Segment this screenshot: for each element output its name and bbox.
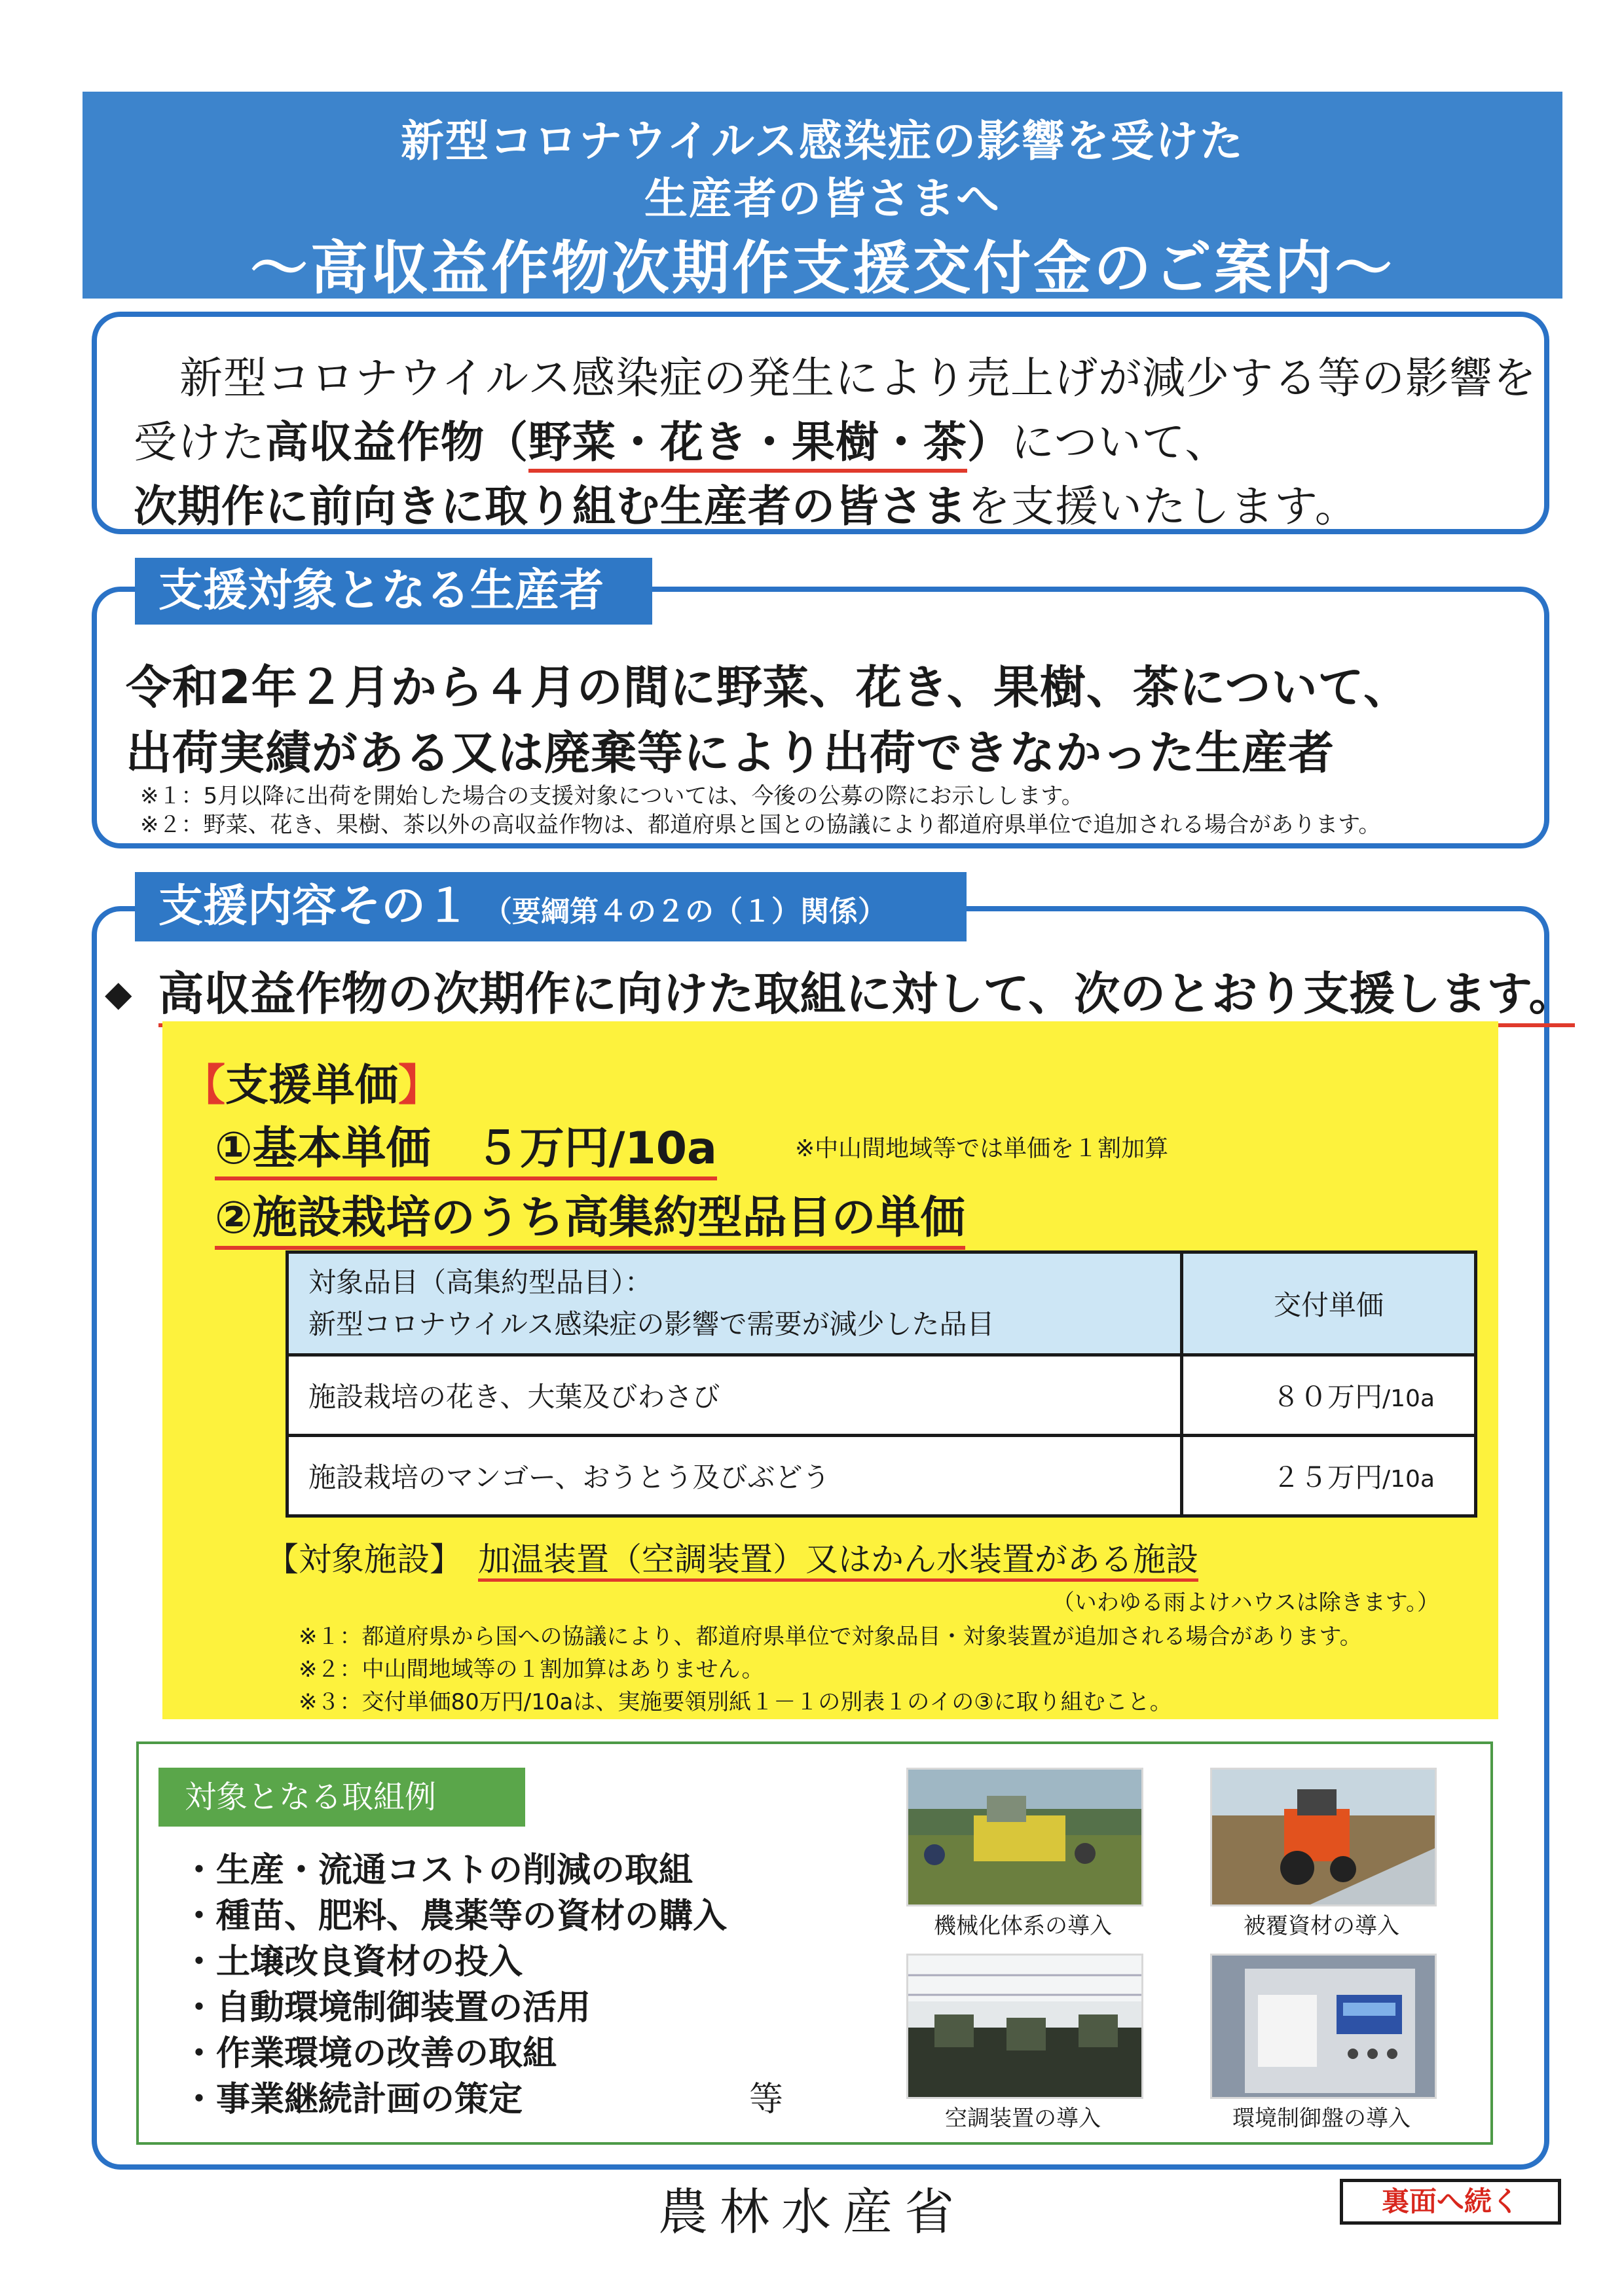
- section-heading-support: [135, 872, 967, 941]
- eligibility-note-2: ※２：野菜、花き、果樹、茶以外の高収益作物は、都道府県と国との協議により都道府県単位で追加される場合があります。: [140, 812, 1381, 838]
- table-row: [287, 1436, 1476, 1516]
- intro-crop-types: 野菜・花き・果樹・茶: [528, 417, 967, 473]
- target-facility-value: 加温装置（空調装置）又はかん水装置がある施設: [478, 1540, 1198, 1582]
- machinery-photo: [906, 1768, 1143, 1906]
- target-facility: [266, 1533, 1198, 1580]
- photo-caption: 機械化体系の導入: [934, 1913, 1112, 1939]
- bracket-open: 【: [182, 1060, 225, 1110]
- target-producers-box: [92, 587, 1549, 848]
- facility-note-1: ※１：都道府県から国への協議により、都道府県単位で対象品目・対象装置が追加される場合があります。: [299, 1624, 1362, 1650]
- list-item: ・土壌改良資材の投入: [182, 1942, 523, 1982]
- intro-text: について、: [1011, 417, 1229, 467]
- facility-price-heading: ②施設栽培のうち高集約型品目の単価: [215, 1182, 965, 1250]
- control-panel-photo: [1210, 1954, 1437, 2099]
- photo-caption: 環境制御盤の導入: [1232, 2105, 1411, 2132]
- table-cell-item: 施設栽培のマンゴー、おうとう及びぶどう: [287, 1436, 1182, 1516]
- page-title: ～高収益作物次期作支援交付金のご案内～: [249, 234, 1395, 302]
- intro-line-2: [134, 407, 1228, 469]
- continue-on-back-label: 裏面へ続く: [1340, 2179, 1561, 2225]
- intro-text: 受けた: [134, 417, 265, 467]
- section-heading-target: 支援対象となる生産者: [135, 558, 652, 625]
- header-line-1: 新型コロナウイルス感染症の影響を受けた: [400, 116, 1245, 166]
- ministry-name: 農林水産省: [658, 2183, 966, 2241]
- list-item: ・作業環境の改善の取組: [182, 2034, 557, 2073]
- support-heading-sub: （要綱第４の２の（１）関係）: [483, 895, 887, 928]
- list-item: ・自動環境制御装置の活用: [182, 1988, 591, 2028]
- intro-crops: 高収益作物（: [265, 417, 528, 467]
- target-facility-label: 【対象施設】: [266, 1540, 462, 1578]
- table-cell-price: [1182, 1436, 1476, 1516]
- examples-heading: 対象となる取組例: [158, 1768, 525, 1827]
- facility-note-3: ※３：交付単価80万円/10aは、実施要領別紙１－１の別表１のイの③に取り組むこと。: [299, 1689, 1172, 1715]
- intro-line-1: 新型コロナウイルス感染症の発生により売上げが減少する等の影響を: [179, 353, 1538, 403]
- bracket-close: 】: [398, 1060, 441, 1110]
- unit-price-heading: [182, 1050, 441, 1112]
- diamond-icon: ◆: [105, 973, 132, 1014]
- header-banner: [83, 92, 1562, 302]
- table-header-price: 交付単価: [1182, 1252, 1476, 1355]
- unit-price-heading-text: 支援単価: [225, 1060, 398, 1110]
- list-item: ・事業継続計画の策定: [182, 2080, 523, 2119]
- basic-price-note: ※中山間地域等では単価を１割加算: [795, 1135, 1169, 1162]
- support-lead: [105, 957, 1575, 1023]
- intro-target: 次期作に前向きに取り組む生産者の皆さま: [134, 481, 967, 532]
- facility-note-2: ※２：中山間地域等の１割加算はありません。: [299, 1656, 764, 1683]
- list-item: ・生産・流通コストの削減の取組: [182, 1851, 693, 1890]
- tractor-photo: [1210, 1768, 1437, 1906]
- price-value: ２５万円: [1272, 1461, 1382, 1493]
- eligibility-line-1: 令和2年２月から４月の間に野菜、花き、果樹、茶について、: [126, 661, 1411, 714]
- price-table: [286, 1250, 1477, 1518]
- eligibility-note-1: ※１：5月以降に出荷を開始した場合の支援対象については、今後の公募の際にお示しします。: [140, 783, 1084, 809]
- target-facility-note: （いわゆる雨よけハウスは除きます。）: [1052, 1590, 1439, 1616]
- table-header-line-2: 新型コロナウイルス感染症の影響で需要が減少した品目: [308, 1308, 995, 1340]
- photo-caption: 空調装置の導入: [945, 2105, 1101, 2132]
- price-value: ８０万円: [1272, 1381, 1382, 1413]
- intro-line-3: [134, 471, 1359, 534]
- price-unit: /10a: [1382, 1466, 1435, 1493]
- support-lead-text: 高収益作物の次期作に向けた取組に対して、次のとおり支援します。: [158, 967, 1575, 1027]
- intro-text: を支援いたします。: [967, 481, 1359, 532]
- photo-caption: 被覆資材の導入: [1244, 1913, 1399, 1939]
- basic-unit-price: ①基本単価 ５万円/10a: [215, 1113, 717, 1180]
- table-header-line-1: 対象品目（高集約型品目）：: [308, 1266, 653, 1298]
- table-cell-price: [1182, 1355, 1476, 1436]
- examples-panel: [136, 1741, 1493, 2145]
- table-row: [287, 1355, 1476, 1436]
- table-header-item: [287, 1252, 1182, 1355]
- table-header-row: [287, 1252, 1476, 1355]
- unit-price-panel: [162, 1021, 1498, 1719]
- table-cell-item: 施設栽培の花き、大葉及びわさび: [287, 1355, 1182, 1436]
- intro-box: [92, 312, 1549, 534]
- header-line-2: 生産者の皆さまへ: [644, 173, 1001, 224]
- price-unit: /10a: [1382, 1385, 1435, 1412]
- intro-paren: ）: [967, 417, 1011, 467]
- greenhouse-photo: [906, 1954, 1143, 2099]
- support-heading-text: 支援内容その１: [158, 881, 471, 932]
- examples-etc: 等: [749, 2080, 784, 2119]
- list-item: ・種苗、肥料、農薬等の資材の購入: [182, 1897, 728, 1936]
- eligibility-line-2: 出荷実績がある又は廃棄等により出荷できなかった生産者: [126, 726, 1335, 780]
